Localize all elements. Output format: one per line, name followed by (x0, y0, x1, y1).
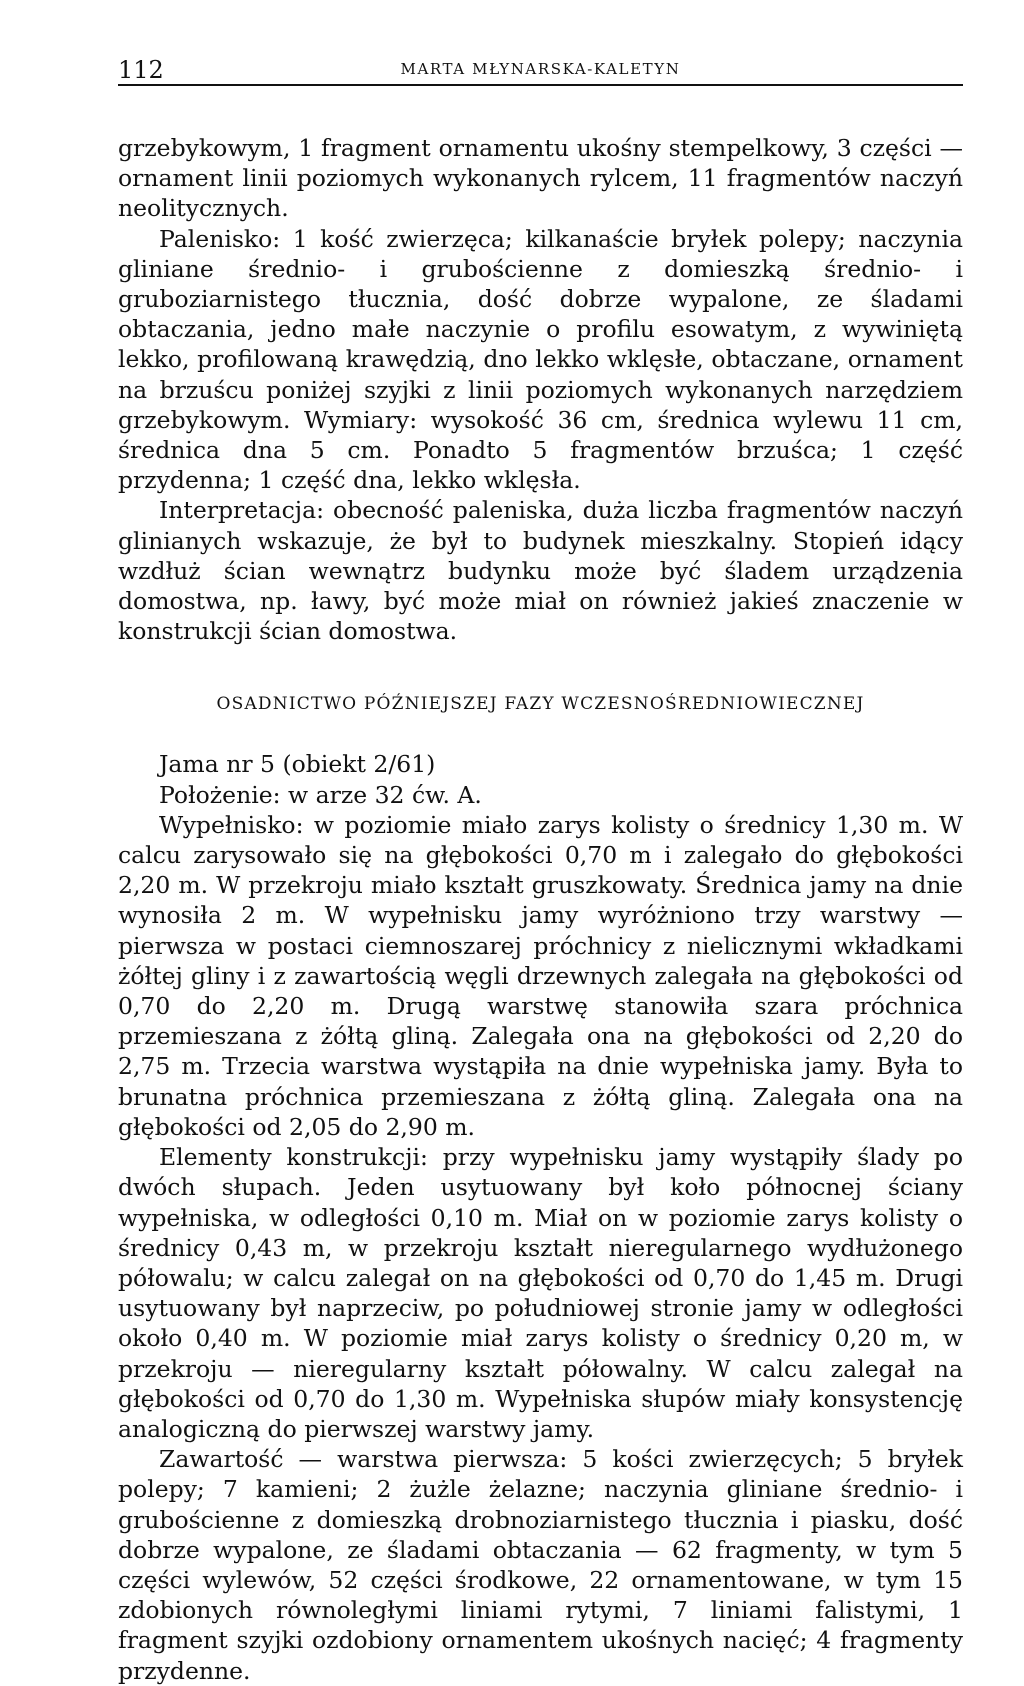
body-text (118, 133, 963, 1686)
section-heading: OSADNICTWO PÓŹNIEJSZEJ FAZY WCZESNOŚREDNIOWIECZNEJ (216, 694, 865, 715)
paragraph-zawartosc: Zawartość — warstwa pierwsza: 5 kości zwierzęcych; 5 bryłek polepy; 7 kamieni; 2 żużle żelazne; naczynia gliniane średnio- i grubościenne z domieszką drobnoziarnistego tłucznia i piasku, dość dobrze wypalone, ze śladami obtaczania — 62 fragmenty, w tym 5 części wylewów, 52 części środkowe, 22 ornamentowane, w tym 15 zdobionych równoległymi liniami rytymi, 7 liniami falistymi, 1 fragment szyjki ozdobiony ornamentem ukośnych nacięć; 4 fragmenty przydenne. (118, 1445, 963, 1685)
running-head (118, 50, 963, 86)
page-number: 112 (118, 56, 164, 84)
paragraph-palenisko: Palenisko: 1 kość zwierzęca; kilkanaście bryłek polepy; naczynia gliniane średnio- i grubościenne z domieszką średnio- i gruboziarnistego tłucznia, dość dobrze wypalone, ze śladami obtaczania, jedno małe naczynie o profilu esowatym, z wywiniętą lekko, profilowaną krawędzią, dno lekko wklęsłe, obtaczane, ornament na brzuścu poniżej szyjki z linii poziomych wykonanych narzędziem grzebykowym. Wymiary: wysokość 36 cm, średnica wylewu 11 cm, średnica dna 5 cm. Ponadto 5 fragmentów brzuśca; 1 część przydenna; 1 część dna, lekko wklęsła. (118, 224, 963, 495)
paragraph-wypelnisko: Wypełnisko: w poziomie miało zarys kolisty o średnicy 1,30 m. W calcu zarysowało się na głębokości 0,70 m i zalegało do głębokości 2,20 m. W przekroju miało kształt gruszkowaty. Średnica jamy na dnie wynosiła 2 m. W wypełnisku jamy wyróżniono trzy warstwy — pierwsza w postaci ciemnoszarej próchnicy z nielicznymi wkładkami żółtej gliny i z zawartością węgli drzewnych zalegała na głębokości od 0,70 do 2,20 m. Drugą warstwę stanowiła szara próchnica przemieszana z żółtą gliną. Zalegała ona na głębokości od 2,20 do 2,75 m. Trzecia warstwa wystąpiła na dnie wypełniska jamy. Była to brunatna próchnica przemieszana z żółtą gliną. Zalegała ona na głębokości od 2,05 do 2,90 m. (118, 810, 963, 1141)
page (118, 50, 963, 1686)
entry-location: Położenie: w arze 32 ćw. A. (159, 780, 482, 809)
paragraph-continuation: grzebykowym, 1 fragment ornamentu ukośny stempelkowy, 3 części — ornament linii poziomych wykonanych rylcem, 11 fragmentów naczyń neolitycznych. (118, 134, 963, 223)
paragraph-elementy-konstrukcji: Elementy konstrukcji: przy wypełnisku jamy wystąpiły ślady po dwóch słupach. Jeden usytuowany był koło północnej ściany wypełniska, w odległości 0,10 m. Miał on w poziomie zarys kolisty o średnicy 0,43 m, w przekroju kształt nieregularnego wydłużonego półowalu; w calcu zalegał on na głębokości od 0,70 do 1,45 m. Drugi usytuowany był naprzeciw, po południowej stronie jamy w odległości około 0,40 m. W poziomie miał zarys kolisty o średnicy 0,20 m, w przekroju — nieregularny kształt półowalny. W calcu zalegał na głębokości od 0,70 do 1,30 m. Wypełniska słupów miały konsystencję analogiczną do pierwszej warstwy jamy. (118, 1143, 963, 1443)
entry-title: Jama nr 5 (obiekt 2/61) (159, 750, 436, 779)
paragraph-interpretacja: Interpretacja: obecność paleniska, duża liczba fragmentów naczyń glinianych wskazuje, że był to budynek mieszkalny. Stopień idący wzdłuż ścian wewnątrz budynku może być śladem urządzenia domostwa, np. ławy, być może miał on również jakieś znaczenie w konstrukcji ścian domostwa. (118, 496, 963, 646)
running-title: MARTA MŁYNARSKA-KALETYN (400, 60, 681, 78)
